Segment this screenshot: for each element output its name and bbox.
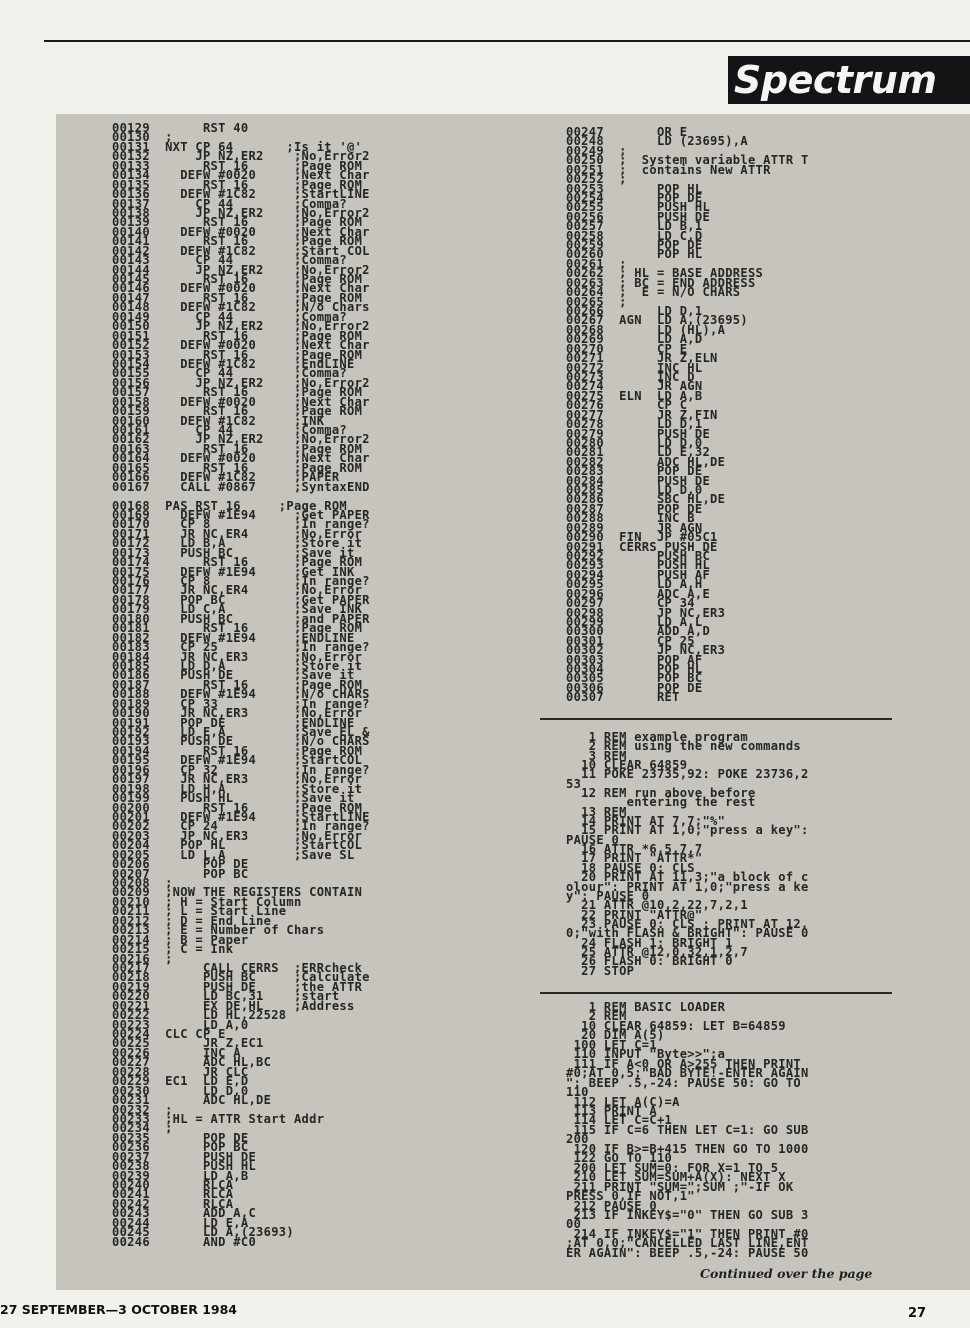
section-divider — [540, 992, 892, 994]
basic-loader-listing: 1 REM BASIC LOADER 2 REM 10 CLEAR 64859: LET B=64859 20 DIM A(5) 100 LET C=1 110 INPUT "Byte>>";a 111 IF A<0 OR A>255 THEN PRINT #0;AT 0,5;"BAD BYTE!-ENTER AGAIN ": BEEP .5,-24: PAUSE 50: GO TO 110 112 LET A(C)=A 113 PRINT A 114 LET C=C+1 115 IF C=6 THEN LET C=1: GO SUB 200 120 IF B>=B+415 THEN GO TO 1000 122 GO TO 110 200 LET SUM=0: FOR X=1 TO 5 210 LET SUM=SUM+A(X): NEXT X 211 PRINT "SUM=";SUM ;"-IF OK PRESS 0,IF NOT,1" 212 PAUSE 0 213 IF INKEY$="0" THEN GO SUB 3 00 214 IF INKEY$="1" THEN PRINT #0 ;AT 0,0;"CANCELLED LAST LINE,ENT ER AGAIN": BEEP .5,-24: PAUSE 50 — [566, 1000, 809, 1260]
assembly-listing-right: 00247 OR E 00248 LD (23695),A 00249 ; 00250 ; System variable ATTR T 00251 ; contains New ATTR 00252 ; 00253 POP HL 00254 POP DE 00255 PUSH HL 00256 PUSH DE 00257 LD B,1 00258 LD C,D 00259 POP DE 00260 POP HL 00261 ; 00262 ; HL = BASE ADDRESS 00263 ; BC = END ADDRESS 00264 ; E = N/O CHARS 00265 ; 00266 LD D,1 00267 AGN LD A,(23695) 00268 LD (HL),A 00269 LD A,D 00270 CP E 00271 JR Z,ELN 00272 INC HL 00273 INC D 00274 JR AGN 00275 ELN LD A,B 00276 CP C 00277 JR Z,FIN 00278 LD D,1 00279 PUSH DE 00280 LD D,0 00281 LD E,32 00282 ADC HL,DE 00283 POP DE 00284 PUSH DE 00285 LD D,0 00286 SBC HL,DE 00287 POP DE 00288 INC B 00289 JR AGN 00290 FIN JP #05C1 00291 CERRS PUSH DE 00292 PUSH BC 00293 PUSH HL 00294 PUSH AF 00295 LD A,H 00296 ADC A,E 00297 CP 34 00298 JP NC,ER3 00299 LD A,L 00300 ADD A,D 00301 CP 25 00302 JP NC,ER3 00303 POP AF 00304 POP HL 00305 POP BC 00306 POP DE 00307 RET — [566, 125, 809, 705]
section-banner: Spectrum — [728, 56, 970, 104]
page-number: 27 — [908, 1306, 927, 1321]
assembly-listing-left: 00129 RST 40 00130 ; 00131 NXT CP 64 ;Is it '@' 00132 JP NZ,ER2 ;No,Error2 00133 RST 16 ;Page ROM 00134 DEFW #0020 ;Next Char 00135 RST 16 ;Page ROM 00136 DEFW #1C82 ;StartLINE 00137 CP 44 ;Comma? 00138 JP NZ,ER2 ;No,Error2 00139 RST 16 ;Page ROM 00140 DEFW #0020 ;Next Char 00141 RST 16 ;Page ROM 00142 DEFW #1C82 ;Start COL 00143 CP 44 ;Comma? 00144 JP NZ,ER2 ;No,Error2 00145 RST 16 ;Page ROM 00146 DEFW #0020 ;Next Char 00147 RST 16 ;Page ROM 00148 DEFW #1C82 ;N/o Chars 00149 CP 44 ;Comma? 00150 JP NZ,ER2 ;No,Error2 00151 RST 16 ;Page ROM 00152 DEFW #0020 ;Next Char 00153 RST 16 ;Page ROM 00154 DEFW #1C82 ;EndLINE 00155 CP 44 ;Comma? 00156 JP NZ,ER2 ;No,Error2 00157 RST 16 ;Page ROM 00158 DEFW #0020 ;Next Char 00159 RST 16 ;Page ROM 00160 DEFW #1C82 ;INK 00161 CP 44 ;Comma? 00162 JP NZ,ER2 ;No,Error2 00163 RST 16 ;Page ROM 00164 DEFW #0020 ;Next Char 00165 RST 16 ;Page ROM 00166 DEFW #1C82 ;PAPER 00167 CALL #0867 ;SyntaxEND 00168 PAS RST 16 ;Page ROM 00169 DEFW #1E94 ;Get PAPER 00170 CP 8 ;In range? 00171 JR NC,ER4 ;No,Error 00172 LD B,A ;Store it 00173 PUSH BC ;Save it 00174 RST 16 ;Page ROM 00175 DEFW #1E94 ;Get INK 00176 CP 8 ;In range? 00177 JR NC,ER4 ;No,Error 00178 POP BC ;Get PAPER 00179 LD C,A ;Save INK 00180 PUSH BC ;and PAPER 00181 RST 16 ;Page ROM 00182 DEFW #1E94 ;ENDLINE 00183 CP 25 ;In range? 00184 JR NC,ER3 ;No,Error 00185 LD D,A ;Store it 00186 PUSH DE ;Save it 00187 RST 16 ;Page ROM 00188 DEFW #1E94 ;N/o CHARS 00189 CP 33 ;In range? 00190 JR NC,ER3 ;No,Error 00191 POP DE ;ENDLINE 00192 LD E,A ;Save EL & 00193 PUSH DE ;N/o CHARS 00194 RST 16 ;Page ROM 00195 DEFW #1E94 ;StartCOL 00196 CP 32 ;In range? 00197 JR NC,ER3 ;No,Error 00198 LD H,A ;Store it 00199 PUSH HL ;Save it 00200 RST 16 ;Page ROM 00201 DEFW #1E94 ;StartLINE 00202 CP 24 ;In range? 00203 JP NC,ER3 ;No,Error 00204 POP HL ;StartCOL 00205 LD L,A ;Save SL 00206 POP DE 00207 POP BC 00208 ; 00209 ;NOW THE REGISTERS CONTAIN 00210 ; H = Start Column 00211 ; L = Start Line 00212 ; D = End Line 00213 ; E = Number of Chars 00214 ; B = Paper 00215 ; C = Ink 00216 ; 00217 CALL CERRS ;ERRcheck 00218 PUSH BC ;Calculate 00219 PUSH DE ;the ATTR 00220 LD BC,31 ;start 00221 EX DE,HL ;Address 00222 LD HL,22528 00223 LD A,0 00224 CLC CP E 00225 JR Z,EC1 00226 INC A 00227 ADC HL,BC 00228 JR CLC 00229 EC1 LD E,D 00230 LD D,0 00231 ADC HL,DE 00232 ; 00233 ;HL = ATTR Start Addr 00234 ; 00235 POP DE 00236 POP BC 00237 PUSH DE 00238 PUSH HL 00239 LD A,B 00240 RLCA 00241 RLCA 00242 RLCA 00243 ADD A,C 00244 LD E,A 00245 LD A,(23693) 00246 AND #C0 — [112, 121, 370, 1249]
basic-example-listing: 1 REM example program 2 REM using the new commands 3 REM 10 CLEAR 64859 11 POKE 23735,92: POKE 23736,2 53 12 REM run above before entering the rest 13 REM 14 PRINT AT 7,7;"%" 15 PRINT AT 1,0;"press a key": PAUSE 0 16 ATTR *6,5,7,7 17 PRINT "ATTR*" 18 PAUSE 0: CLS 20 PRINT AT 11,3;"a block of c olour": PRINT AT 1,0;"press a ke y": PAUSE 0 21 ATTR @10,2,22,7,2,1 22 PRINT "ATTR@" 23 PAUSE 0: CLS : PRINT AT 12, 0;"with FLASH & BRIGHT": PAUSE 0 24 FLASH 1: BRIGHT 1 25 ATTR @12,0,32,1,2,7 26 FLASH 0: BRIGHT 0 27 STOP — [566, 730, 809, 978]
continued-note: Continued over the page — [700, 1266, 873, 1281]
section-divider — [540, 718, 892, 720]
issue-date: 27 SEPTEMBER—3 OCTOBER 1984 — [0, 1302, 237, 1317]
top-rule — [44, 40, 970, 42]
